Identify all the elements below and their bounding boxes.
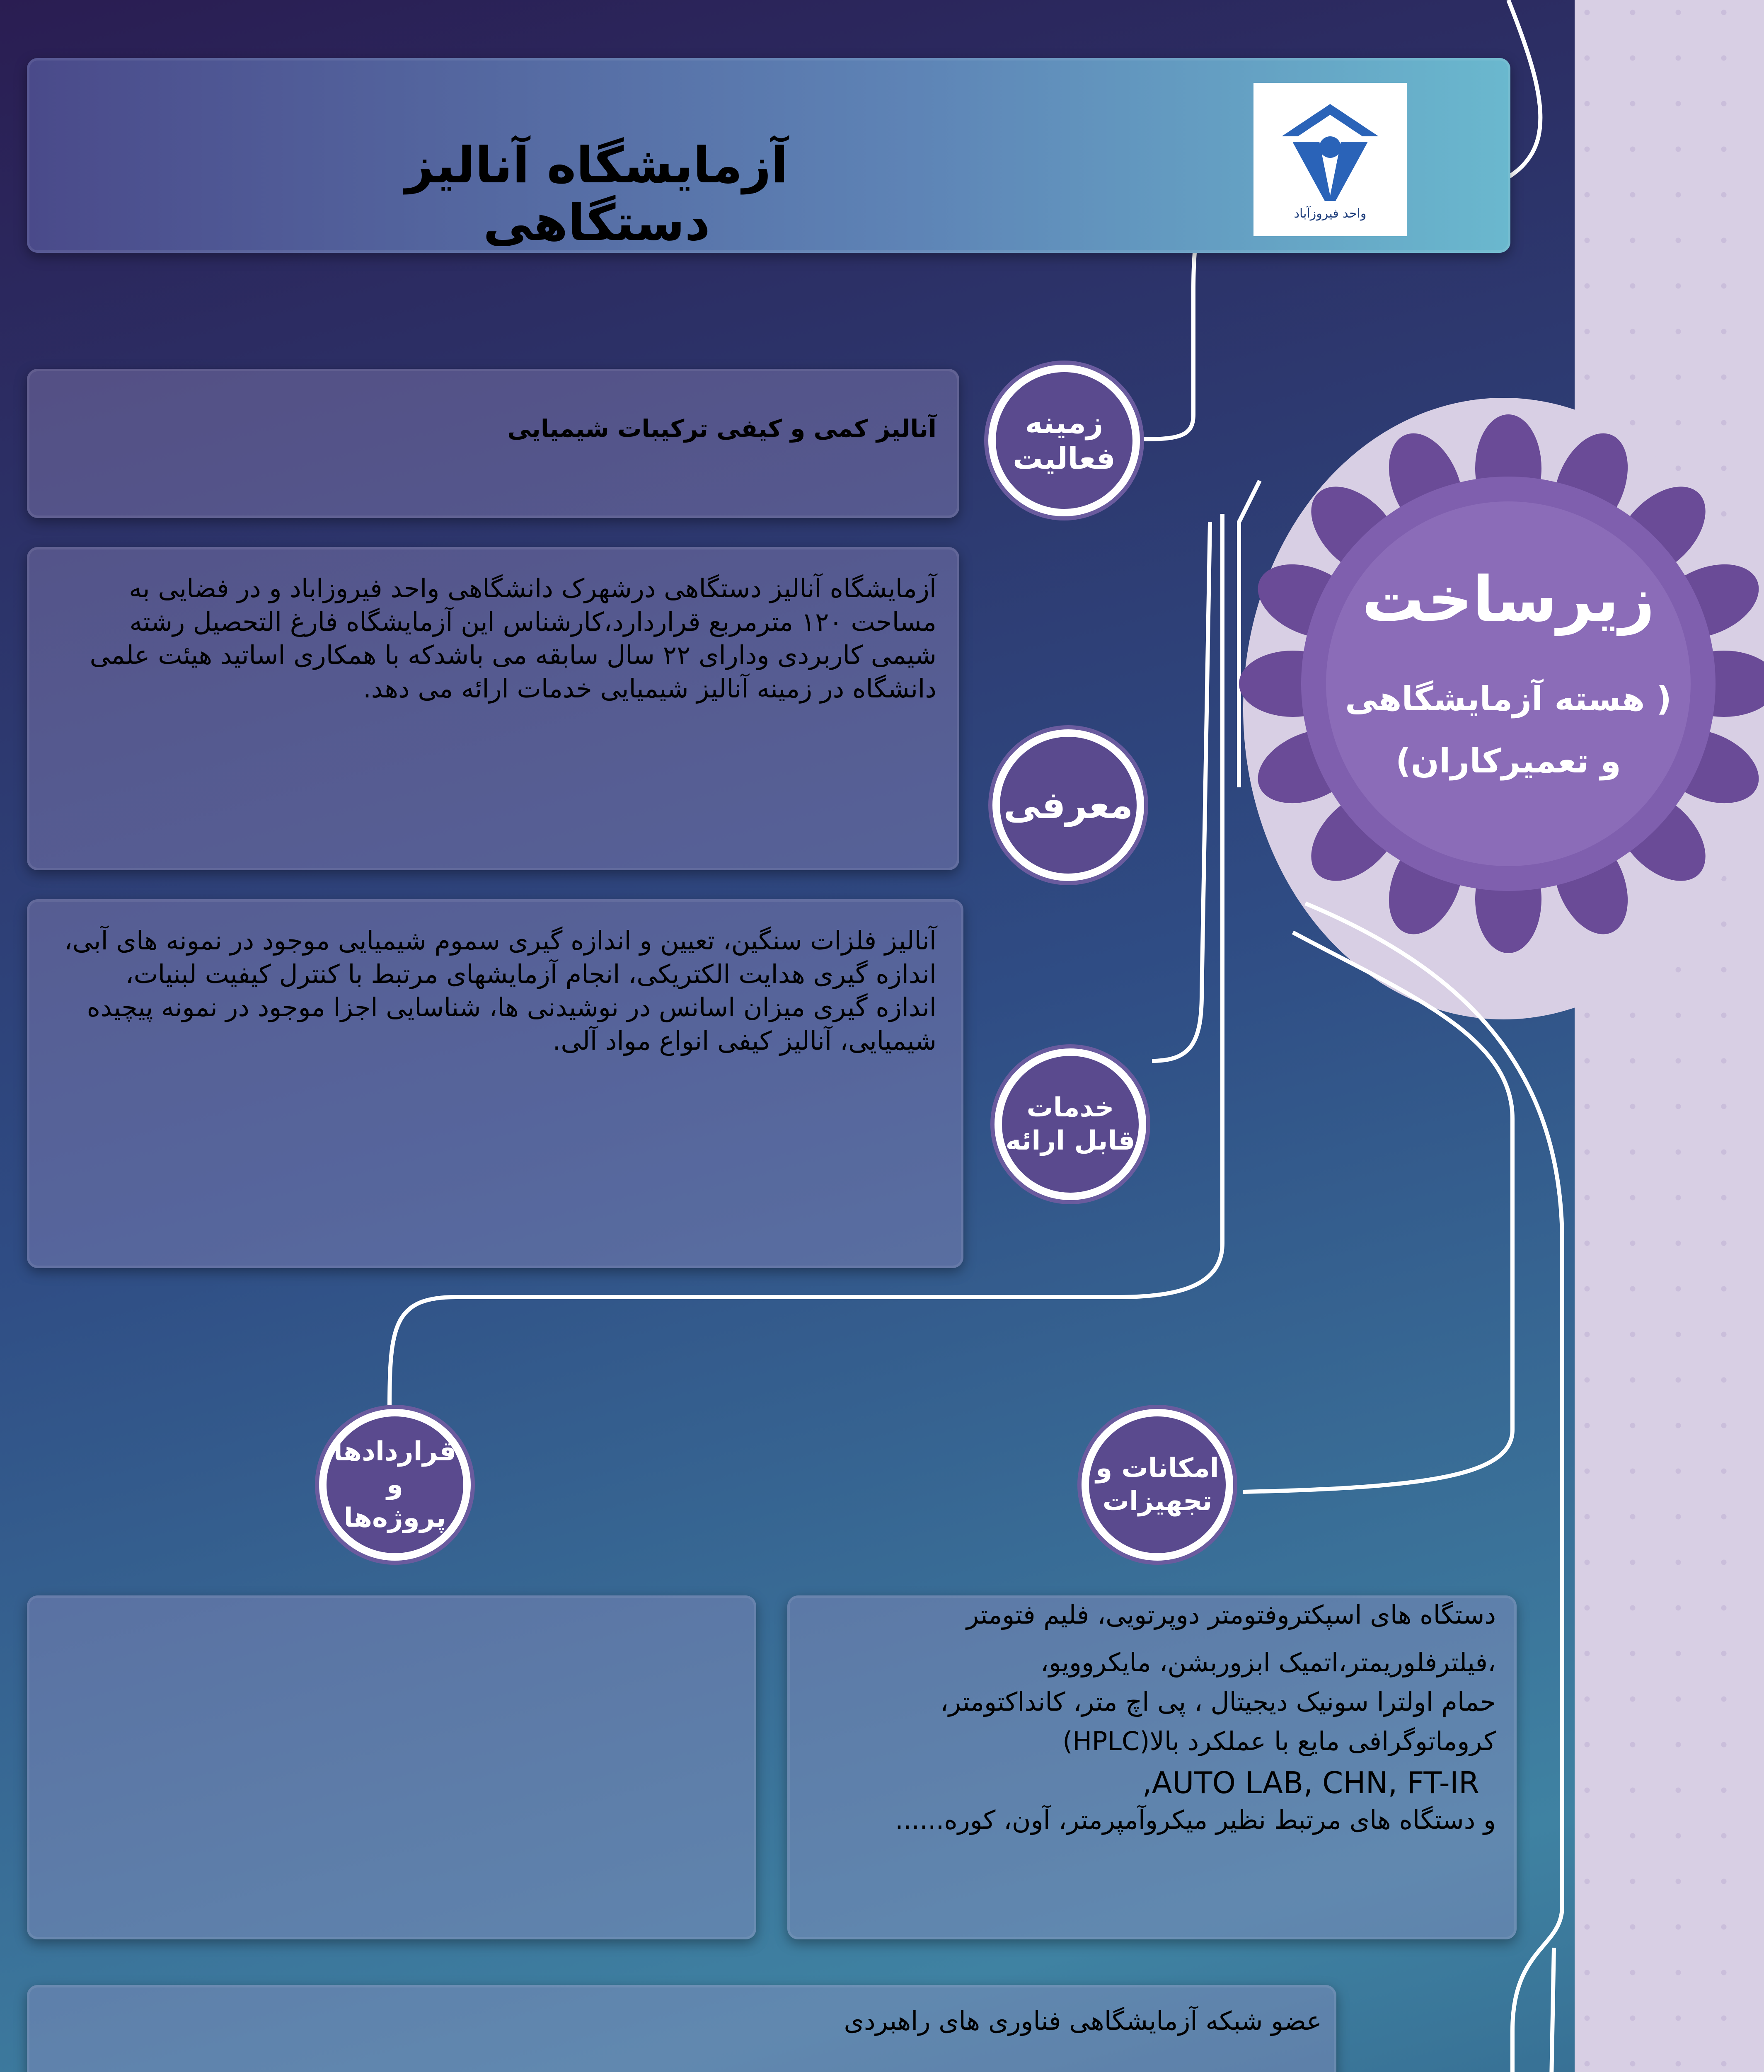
intro-label-circle bbox=[992, 729, 1144, 881]
activity-text: آنالیز کمی و کیفی ترکیبات شیمیایی bbox=[507, 414, 936, 443]
services-text: آنالیز فلزات سنگین، تعیین و اندازه گیری سموم شیمیایی موجود در نمونه های آبی، اندازه گیری هدایت الکتریکی، انجام آزمایشهای مرتبط با کنترل کیفیت لبنیات، اندازه گیری میزان اسانس در نوشیدنی ها، شناسایی اجزا موجود در نمونه پیچیده شیمیایی، آنالیز کیفی انواع مواد آلی. bbox=[64, 925, 936, 1056]
services-label-circle bbox=[995, 1048, 1146, 1200]
equipment-line-3: حمام اولترا سونیک دیجیتال ، پی اچ متر، کانداکتومتر، bbox=[940, 1687, 1496, 1717]
equipment-label-line2: تجهیزات bbox=[1102, 1486, 1212, 1517]
licenses-text: عضو شبکه آزمایشگاهی فناوری های راهبردی bbox=[844, 2006, 1322, 2036]
equipment-label-circle bbox=[1082, 1409, 1233, 1561]
equipment-line-1: دستگاه های اسپکتروفتومتر دوپرتویی، فلیم فتومتر bbox=[966, 1600, 1496, 1630]
page-title: آزمایشگاه آنالیز دستگاهی bbox=[405, 137, 789, 252]
equipment-line-6: و دستگاه های مرتبط نظیر میکروآمپرمتر، آون، کوره...... bbox=[895, 1805, 1496, 1835]
services-label-line1: خدمات bbox=[1026, 1092, 1114, 1123]
contracts-label-circle bbox=[319, 1409, 471, 1561]
equipment-line-2: ،فیلترفلوریمتر،اتمیک ابزوربشن، مایکروویو، bbox=[1040, 1647, 1496, 1677]
activity-label-line1: زمینه bbox=[1025, 405, 1103, 440]
hub-title: زیرساخت bbox=[1362, 564, 1655, 636]
contracts-label-line2: پروژه‌ها bbox=[344, 1503, 446, 1533]
hub-subtitle-line2: و تعمیرکاران) bbox=[1396, 742, 1621, 780]
activity-label-line2: فعالیت bbox=[1013, 441, 1116, 476]
intro-label: معرفی bbox=[1003, 783, 1133, 827]
hub-subtitle-line1: ( هسته آزمایشگاهی bbox=[1345, 680, 1672, 718]
equipment-label-line1: امکانات و bbox=[1096, 1453, 1219, 1484]
equipment-line-5: AUTO LAB, CHN, FT-IR, bbox=[1142, 1765, 1479, 1800]
activity-panel bbox=[27, 369, 959, 518]
contracts-label-line1: قراردادها و bbox=[333, 1436, 457, 1500]
logo-caption: واحد فیروزآباد bbox=[1294, 206, 1367, 221]
activity-label-circle bbox=[988, 365, 1140, 516]
equipment-line-4: کروماتوگرافی مایع با عملکرد بالا(HPLC) bbox=[1062, 1726, 1496, 1756]
services-label-line2: قابل ارائه bbox=[1005, 1126, 1135, 1156]
contracts-panel bbox=[27, 1595, 756, 1939]
intro-text: آزمایشگاه آنالیز دستگاهی درشهرک دانشگاهی واحد فیروزاباد و در فضایی به مساحت ۱۲۰ مترمربع قراردارد،کارشناس این آزمایشگاه فارغ التحصیل رشته شیمی کاربردی ودارای ۲۲ سال سابقه می باشدکه با همکاری اساتید هیئت علمی دانشگاه در زمینه آنالیز شیمیایی خدمات ارائه می دهد. bbox=[90, 573, 936, 704]
